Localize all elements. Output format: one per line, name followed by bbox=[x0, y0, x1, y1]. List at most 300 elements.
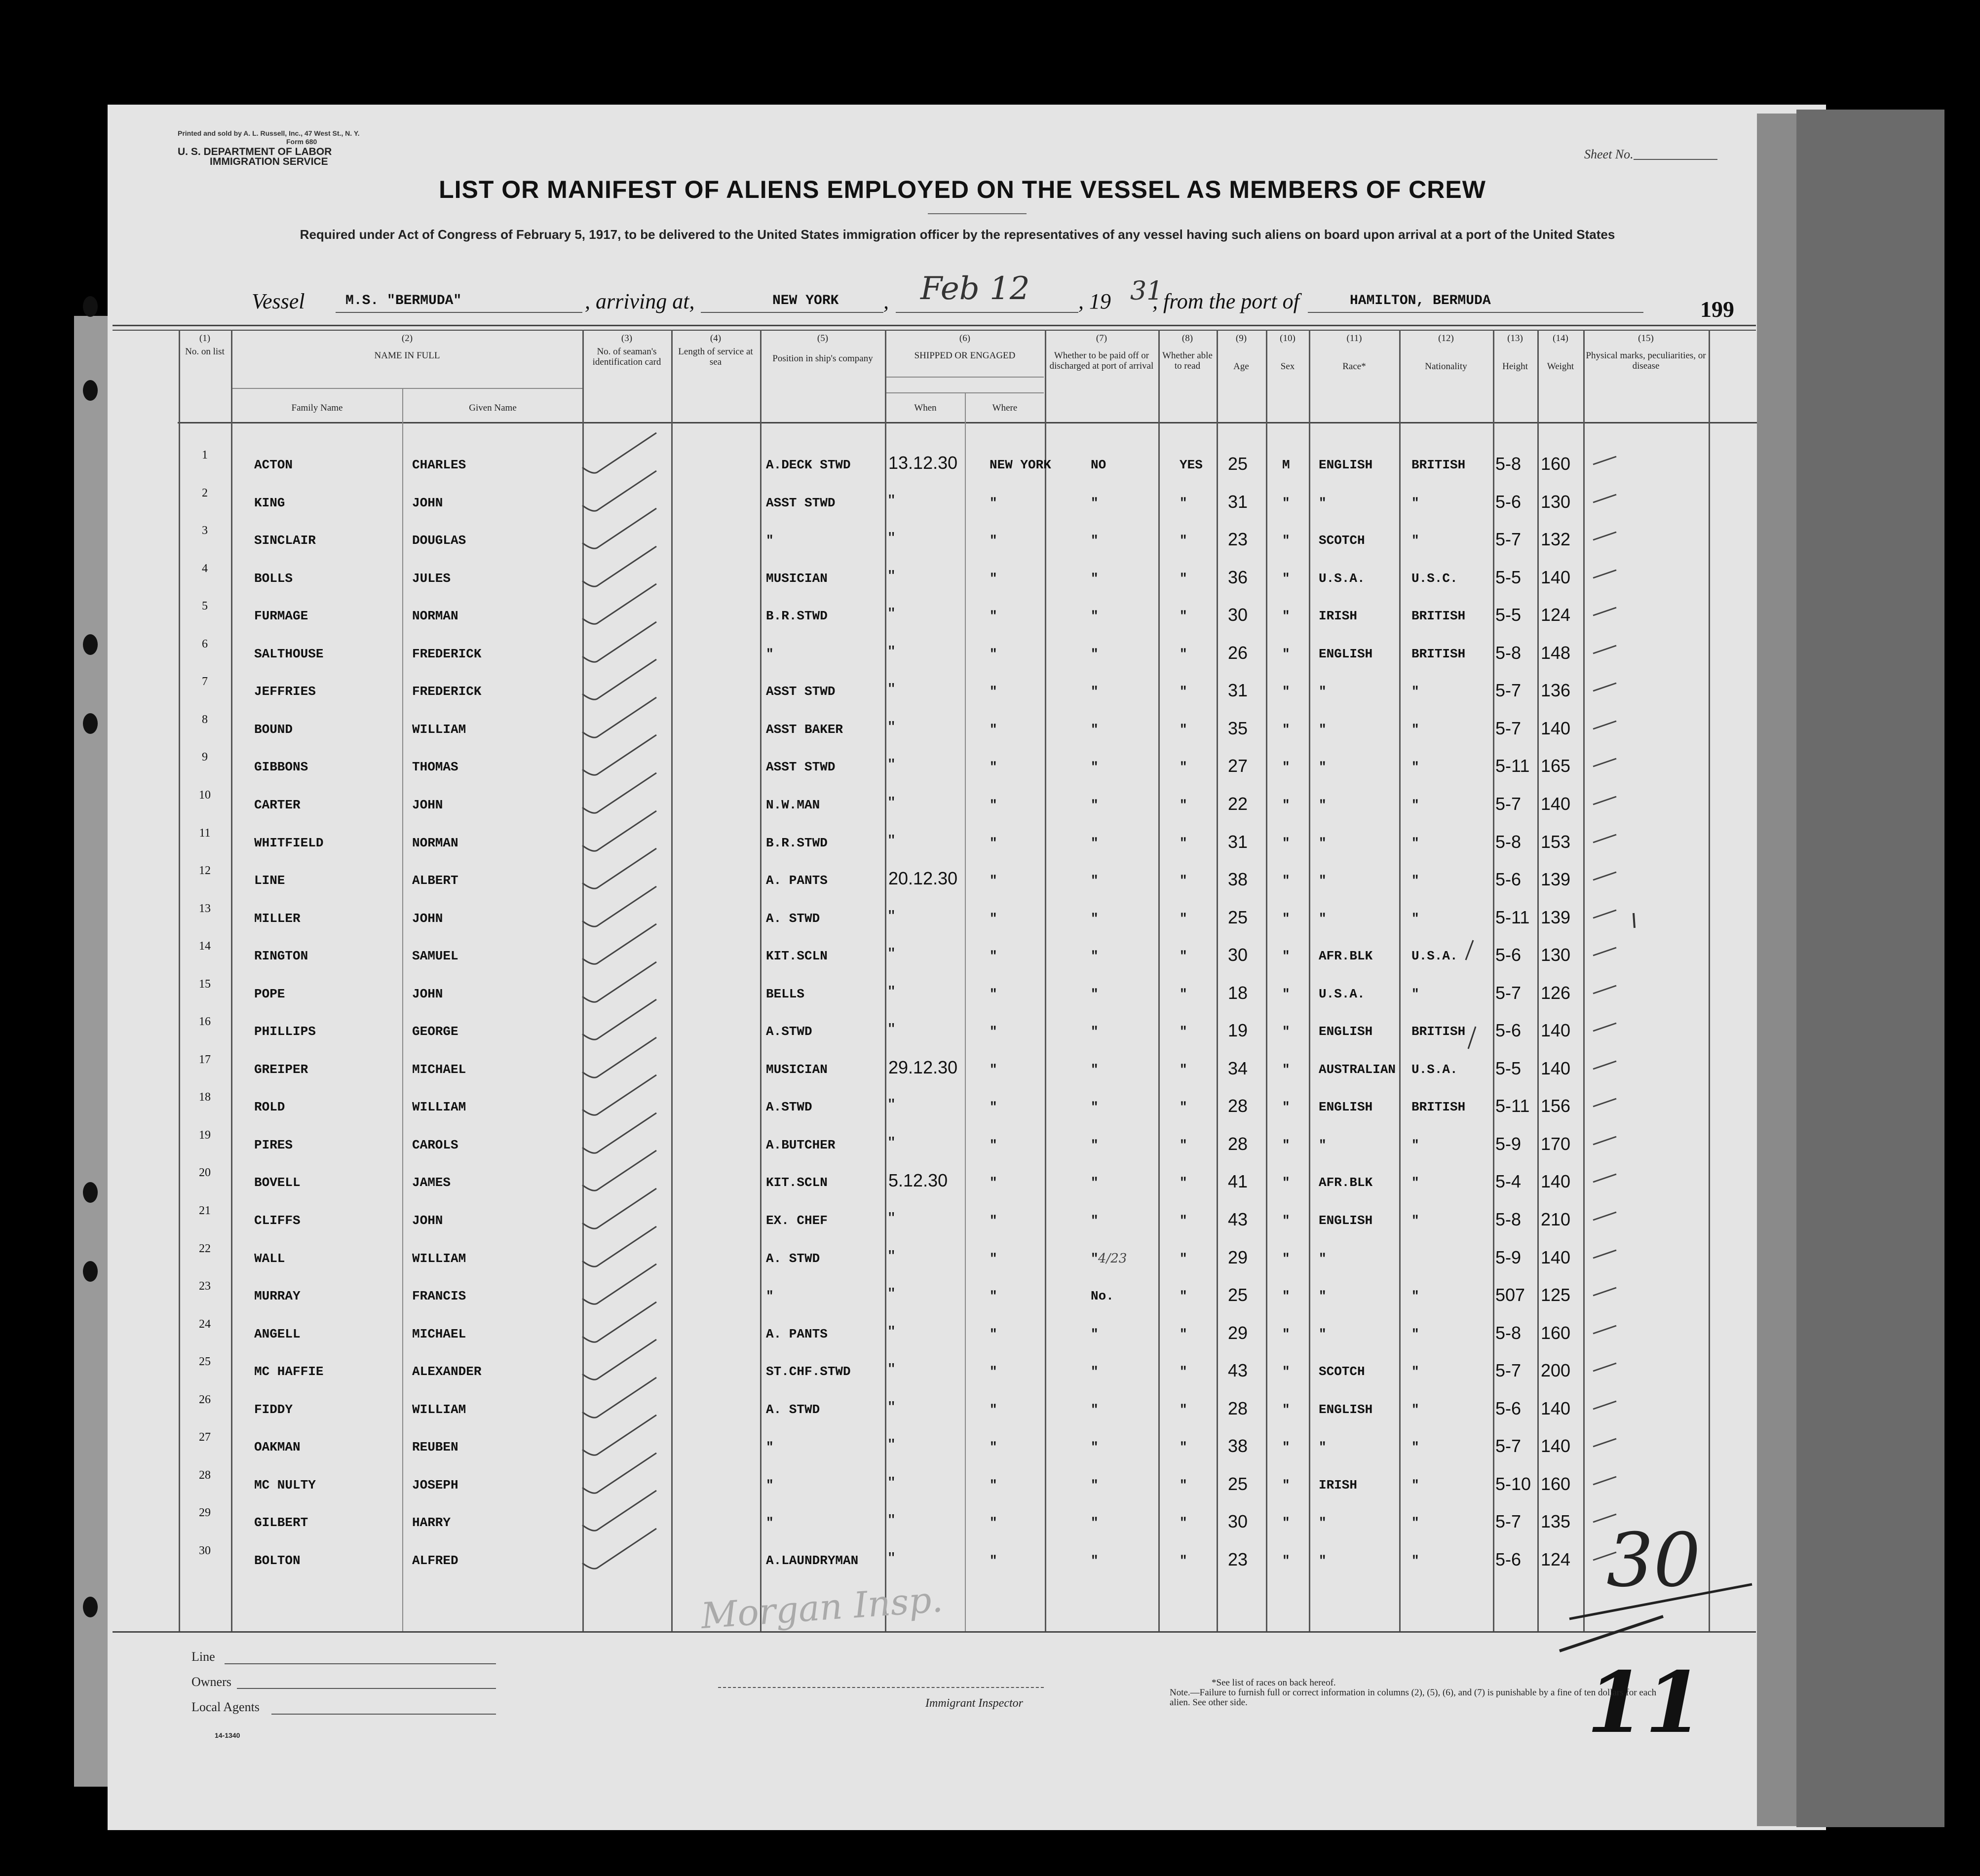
cell-height: 5-6 bbox=[1495, 1398, 1522, 1418]
cell-nationality: " bbox=[1411, 533, 1419, 548]
cell-when: 5.12.30 bbox=[888, 1170, 948, 1190]
cell-read: " bbox=[1180, 533, 1187, 548]
cell-paid: " bbox=[1091, 911, 1099, 926]
cell-paid: " bbox=[1091, 1327, 1099, 1341]
cell-given: ALEXANDER bbox=[412, 1364, 482, 1379]
id-card-check-mark bbox=[582, 584, 656, 624]
cell-sex: " bbox=[1282, 1515, 1290, 1530]
row13-mark bbox=[1634, 913, 1635, 928]
cell-height: 5-11 bbox=[1495, 907, 1530, 927]
cell-position: A.BUTCHER bbox=[766, 1138, 836, 1152]
row22-paid-note: 4/23 bbox=[1098, 1251, 1127, 1266]
cell-read: " bbox=[1180, 1440, 1187, 1455]
cell-nationality: " bbox=[1411, 1175, 1419, 1190]
cell-height: 5-10 bbox=[1495, 1474, 1531, 1494]
cell-where: " bbox=[990, 1478, 997, 1493]
cell-age: 41 bbox=[1228, 1171, 1248, 1191]
cell-height: 5-9 bbox=[1495, 1247, 1522, 1267]
tally-stroke bbox=[1560, 1616, 1663, 1651]
physical-marks-dash bbox=[1593, 1174, 1616, 1182]
cell-position: ASST STWD bbox=[766, 760, 836, 774]
cell-weight: 126 bbox=[1541, 983, 1571, 1003]
cell-no: 21 bbox=[199, 1204, 211, 1217]
cell-weight: 124 bbox=[1541, 605, 1571, 625]
physical-marks-dash bbox=[1593, 1137, 1616, 1145]
cell-no: 6 bbox=[202, 638, 208, 651]
cell-no: 28 bbox=[199, 1469, 211, 1482]
cell-sex: " bbox=[1282, 1440, 1290, 1455]
cell-height: 5-8 bbox=[1495, 643, 1522, 663]
cell-race: " bbox=[1319, 1440, 1327, 1455]
cell-sex: " bbox=[1282, 760, 1290, 774]
cell-nationality: " bbox=[1411, 1478, 1419, 1493]
physical-marks-dash bbox=[1593, 1401, 1616, 1409]
cell-race: SCOTCH bbox=[1319, 533, 1365, 548]
cell-sex: M bbox=[1282, 458, 1290, 472]
cell-family: ACTON bbox=[254, 458, 293, 472]
cell-weight: 136 bbox=[1541, 680, 1571, 700]
col-header-height: (13) Height bbox=[1502, 333, 1528, 372]
cell-position: ASST BAKER bbox=[766, 722, 843, 737]
inspector-signature-line bbox=[718, 1687, 1044, 1688]
cell-where: " bbox=[990, 1175, 997, 1190]
cell-family: BOLLS bbox=[254, 571, 293, 586]
cell-paid: " bbox=[1091, 1213, 1099, 1228]
col-header-paid-off: (7) Whether to be paid off or discharged at port of arrival bbox=[1049, 333, 1154, 371]
cell-given: ALFRED bbox=[412, 1553, 458, 1568]
cell-nationality: BRITISH bbox=[1411, 1024, 1466, 1039]
cell-family: SALTHOUSE bbox=[254, 647, 324, 661]
cell-family: KING bbox=[254, 496, 285, 510]
cell-age: 23 bbox=[1228, 1549, 1248, 1570]
cell-given: FRANCIS bbox=[412, 1289, 466, 1303]
cell-where: " bbox=[990, 1289, 997, 1303]
cell-family: GIBBONS bbox=[254, 760, 308, 774]
cell-race: ENGLISH bbox=[1319, 1213, 1373, 1228]
cell-when: " bbox=[888, 1284, 895, 1304]
cell-where: " bbox=[990, 1327, 997, 1341]
cell-sex: " bbox=[1282, 722, 1290, 737]
cell-given: WILLIAM bbox=[412, 722, 466, 737]
col-header-position: (5) Position in ship's company bbox=[772, 333, 873, 364]
cell-no: 26 bbox=[199, 1393, 211, 1406]
cell-height: 5-5 bbox=[1495, 567, 1522, 587]
cell-weight: 140 bbox=[1541, 718, 1571, 738]
cell-position: A. STWD bbox=[766, 911, 820, 926]
cell-given: WILLIAM bbox=[412, 1251, 466, 1266]
cell-family: GREIPER bbox=[254, 1062, 308, 1077]
cell-when: " bbox=[888, 1397, 895, 1417]
id-card-check-mark bbox=[582, 1188, 656, 1228]
tally-handwritten: 11 bbox=[1587, 1653, 1704, 1752]
cell-given: FREDERICK bbox=[412, 684, 482, 699]
id-card-check-mark bbox=[582, 1037, 656, 1077]
cell-family: ANGELL bbox=[254, 1327, 301, 1341]
physical-marks-dash bbox=[1593, 1439, 1616, 1447]
id-card-check-mark bbox=[582, 1150, 656, 1190]
cell-nationality: " bbox=[1411, 1553, 1419, 1568]
arrival-date-handwritten: Feb 12 bbox=[920, 270, 1030, 307]
cell-position: " bbox=[766, 1478, 774, 1493]
cell-no: 16 bbox=[199, 1015, 211, 1028]
physical-marks-dash bbox=[1593, 1250, 1616, 1258]
cell-age: 19 bbox=[1228, 1020, 1248, 1040]
cell-position: " bbox=[766, 533, 774, 548]
cell-height: 5-6 bbox=[1495, 1020, 1522, 1040]
cell-race: " bbox=[1319, 798, 1327, 812]
cell-nationality: U.S.C. bbox=[1411, 571, 1458, 586]
cell-height: 5-6 bbox=[1495, 869, 1522, 889]
cell-family: FIDDY bbox=[254, 1402, 293, 1417]
cell-where: " bbox=[990, 987, 997, 1001]
physical-marks-dash bbox=[1593, 721, 1616, 729]
cell-height: 5-7 bbox=[1495, 794, 1522, 814]
cell-age: 30 bbox=[1228, 605, 1248, 625]
physical-marks-dash bbox=[1593, 646, 1616, 653]
cell-race: " bbox=[1319, 1138, 1327, 1152]
id-card-check-mark bbox=[582, 1415, 656, 1455]
cell-family: LINE bbox=[254, 873, 285, 888]
cell-height: 5-7 bbox=[1495, 718, 1522, 738]
cell-age: 25 bbox=[1228, 907, 1248, 927]
physical-marks-dash bbox=[1593, 1477, 1616, 1485]
cell-family: OAKMAN bbox=[254, 1440, 301, 1455]
physical-marks-dash bbox=[1593, 1099, 1616, 1107]
cell-when: " bbox=[888, 1435, 895, 1455]
id-card-check-mark bbox=[582, 811, 656, 851]
cell-height: 507 bbox=[1495, 1285, 1525, 1305]
cell-given: NORMAN bbox=[412, 836, 458, 850]
cell-no: 25 bbox=[199, 1355, 211, 1368]
cell-age: 23 bbox=[1228, 529, 1248, 549]
cell-nationality: " bbox=[1411, 987, 1419, 1001]
physical-marks-dash bbox=[1593, 1023, 1616, 1031]
cell-nationality: " bbox=[1411, 911, 1419, 926]
id-card-check-mark bbox=[582, 1264, 656, 1304]
col-header-nationality: (12) Nationality bbox=[1425, 333, 1467, 372]
cell-age: 25 bbox=[1228, 454, 1248, 474]
cell-given: DOUGLAS bbox=[412, 533, 466, 548]
cell-race: " bbox=[1319, 873, 1327, 888]
cell-race: " bbox=[1319, 1515, 1327, 1530]
cell-no: 24 bbox=[199, 1318, 211, 1331]
cell-no: 9 bbox=[202, 751, 208, 764]
cell-where: " bbox=[990, 1515, 997, 1530]
cell-given: SAMUEL bbox=[412, 949, 458, 963]
col-header-shipped: (6) SHIPPED OR ENGAGED bbox=[914, 333, 1016, 361]
cell-position: BELLS bbox=[766, 987, 805, 1001]
cell-position: ST.CHF.STWD bbox=[766, 1364, 851, 1379]
cell-read: " bbox=[1180, 760, 1187, 774]
cell-race: " bbox=[1319, 1289, 1327, 1303]
cell-position: " bbox=[766, 647, 774, 661]
cell-given: CHARLES bbox=[412, 458, 466, 472]
cell-where: " bbox=[990, 496, 997, 510]
id-card-check-mark bbox=[582, 886, 656, 926]
col-header-age: (9) Age bbox=[1233, 333, 1249, 372]
cell-nationality: " bbox=[1411, 1364, 1419, 1379]
cell-no: 10 bbox=[199, 789, 211, 802]
cell-weight: 140 bbox=[1541, 794, 1571, 814]
col-header-name: (2) NAME IN FULL bbox=[374, 333, 440, 361]
cell-nationality: " bbox=[1411, 760, 1419, 774]
cell-sex: " bbox=[1282, 987, 1290, 1001]
physical-marks-dash bbox=[1593, 872, 1616, 880]
cell-where: " bbox=[990, 1440, 997, 1455]
cell-sex: " bbox=[1282, 1138, 1290, 1152]
cell-read: " bbox=[1180, 1251, 1187, 1266]
cell-position: A.STWD bbox=[766, 1100, 812, 1114]
cell-where: " bbox=[990, 1138, 997, 1152]
cell-given: GEORGE bbox=[412, 1024, 458, 1039]
printer-imprint: Printed and sold by A. L. Russell, Inc., 47 West St., N. Y. Form 680 bbox=[178, 129, 360, 146]
cell-paid: " bbox=[1091, 1062, 1099, 1077]
cell-race: IRISH bbox=[1319, 609, 1358, 623]
cell-when: " bbox=[888, 1095, 895, 1115]
cell-when: " bbox=[888, 1359, 895, 1379]
cell-sex: " bbox=[1282, 496, 1290, 510]
cell-when: 20.12.30 bbox=[888, 868, 958, 888]
cell-read: " bbox=[1180, 496, 1187, 510]
cell-sex: " bbox=[1282, 1251, 1290, 1266]
cell-weight: 140 bbox=[1541, 1247, 1571, 1267]
cell-sex: " bbox=[1282, 1213, 1290, 1228]
cell-given: CAROLS bbox=[412, 1138, 458, 1152]
cell-sex: " bbox=[1282, 1364, 1290, 1379]
cell-sex: " bbox=[1282, 571, 1290, 586]
col-header-weight: (14) Weight bbox=[1547, 333, 1574, 372]
cell-paid: " bbox=[1091, 1402, 1099, 1417]
cell-race: ENGLISH bbox=[1319, 458, 1373, 472]
cell-no: 18 bbox=[199, 1091, 211, 1104]
cell-weight: 160 bbox=[1541, 1474, 1571, 1494]
cell-height: 5-6 bbox=[1495, 1549, 1522, 1570]
cell-nationality: U.S.A. bbox=[1411, 1062, 1458, 1077]
cell-height: 5-7 bbox=[1495, 983, 1522, 1003]
cell-height: 5-7 bbox=[1495, 529, 1522, 549]
cell-age: 30 bbox=[1228, 1511, 1248, 1531]
col-header-id-card: (3) No. of seaman's identification card bbox=[592, 333, 661, 367]
cell-nationality: U.S.A. bbox=[1411, 949, 1458, 963]
inspector-label: Immigrant Inspector bbox=[925, 1697, 1023, 1710]
col-subheader-where: Where bbox=[992, 403, 1018, 413]
cell-nationality: BRITISH bbox=[1411, 647, 1466, 661]
cell-position: ASST STWD bbox=[766, 684, 836, 699]
cell-position: KIT.SCLN bbox=[766, 1175, 828, 1190]
id-card-check-mark bbox=[582, 773, 656, 813]
cell-nationality: " bbox=[1411, 496, 1419, 510]
col-header-service: (4) Length of service at sea bbox=[678, 333, 753, 367]
cell-paid: " bbox=[1091, 1440, 1099, 1455]
cell-paid: " bbox=[1091, 684, 1099, 699]
cell-weight: 210 bbox=[1541, 1209, 1571, 1229]
cell-where: " bbox=[990, 798, 997, 812]
cell-weight: 148 bbox=[1541, 643, 1571, 663]
cell-weight: 160 bbox=[1541, 1323, 1571, 1343]
cell-no: 11 bbox=[199, 827, 211, 840]
cell-family: MC HAFFIE bbox=[254, 1364, 324, 1379]
cell-read: " bbox=[1180, 1327, 1187, 1341]
cell-weight: 140 bbox=[1541, 567, 1571, 587]
cell-when: " bbox=[888, 831, 895, 851]
cell-when: " bbox=[888, 755, 895, 775]
cell-read: " bbox=[1180, 571, 1187, 586]
cell-nationality: " bbox=[1411, 1515, 1419, 1530]
cell-family: MILLER bbox=[254, 911, 301, 926]
cell-paid: " bbox=[1091, 609, 1099, 623]
manifest-title: LIST OR MANIFEST OF ALIENS EMPLOYED ON THE VESSEL AS MEMBERS OF CREW bbox=[439, 176, 1486, 203]
cell-where: " bbox=[990, 1553, 997, 1568]
departure-port: HAMILTON, BERMUDA bbox=[1350, 293, 1491, 308]
cell-given: JAMES bbox=[412, 1175, 451, 1190]
check-marks bbox=[582, 433, 1616, 1569]
cell-nationality: " bbox=[1411, 1440, 1419, 1455]
cell-race: ENGLISH bbox=[1319, 1100, 1373, 1114]
cell-weight: 140 bbox=[1541, 1171, 1571, 1191]
cell-family: POPE bbox=[254, 987, 285, 1001]
cell-age: 38 bbox=[1228, 1436, 1248, 1456]
cell-family: PIRES bbox=[254, 1138, 293, 1152]
cell-position: MUSICIAN bbox=[766, 1062, 828, 1077]
physical-marks-dash bbox=[1593, 457, 1616, 464]
cell-position: " bbox=[766, 1440, 774, 1455]
cell-weight: 165 bbox=[1541, 756, 1571, 776]
cell-race: ENGLISH bbox=[1319, 1402, 1373, 1417]
physical-marks-dash bbox=[1593, 532, 1616, 540]
cell-height: 5-7 bbox=[1495, 1511, 1522, 1531]
cell-race: " bbox=[1319, 836, 1327, 850]
cell-when: " bbox=[888, 566, 895, 586]
cell-height: 5-9 bbox=[1495, 1134, 1522, 1154]
cell-age: 25 bbox=[1228, 1474, 1248, 1494]
cell-where: " bbox=[990, 760, 997, 774]
cell-sex: " bbox=[1282, 609, 1290, 623]
cell-nationality: " bbox=[1411, 1213, 1419, 1228]
cell-no: 19 bbox=[199, 1129, 211, 1142]
cell-when: " bbox=[888, 1510, 895, 1531]
cell-height: 5-6 bbox=[1495, 492, 1522, 512]
cell-no: 30 bbox=[199, 1544, 211, 1557]
cell-family: FURMAGE bbox=[254, 609, 308, 623]
cell-where: " bbox=[990, 1213, 997, 1228]
cell-no: 1 bbox=[202, 449, 208, 461]
cell-age: 28 bbox=[1228, 1134, 1248, 1154]
cell-paid: " bbox=[1091, 836, 1099, 850]
cell-height: 5-8 bbox=[1495, 1209, 1522, 1229]
cell-weight: 140 bbox=[1541, 1398, 1571, 1418]
cell-when: " bbox=[888, 1322, 895, 1342]
cell-read: " bbox=[1180, 836, 1187, 850]
cell-race: " bbox=[1319, 496, 1327, 510]
cell-sex: " bbox=[1282, 1175, 1290, 1190]
total-handwritten: 30 bbox=[1606, 1518, 1701, 1604]
cell-race: " bbox=[1319, 684, 1327, 699]
cell-position: ASST STWD bbox=[766, 496, 836, 510]
cell-height: 5-7 bbox=[1495, 1436, 1522, 1456]
id-card-check-mark bbox=[582, 1340, 656, 1379]
cell-given: JOHN bbox=[412, 987, 443, 1001]
owners-label: Owners bbox=[191, 1675, 231, 1689]
col-header-sex: (10) Sex bbox=[1280, 333, 1295, 372]
cell-sex: " bbox=[1282, 1062, 1290, 1077]
id-card-check-mark bbox=[582, 1075, 656, 1115]
cell-sex: " bbox=[1282, 949, 1290, 963]
cell-when: 29.12.30 bbox=[888, 1057, 958, 1077]
cell-given: JOSEPH bbox=[412, 1478, 458, 1493]
cell-family: SINCLAIR bbox=[254, 533, 316, 548]
cell-position: KIT.SCLN bbox=[766, 949, 828, 963]
cell-weight: 130 bbox=[1541, 492, 1571, 512]
id-card-check-mark bbox=[582, 508, 656, 548]
cell-nationality: BRITISH bbox=[1411, 458, 1466, 472]
row14-mark bbox=[1466, 940, 1473, 960]
cell-paid: " bbox=[1091, 533, 1099, 548]
cell-weight: 140 bbox=[1541, 1436, 1571, 1456]
physical-marks-dash bbox=[1593, 986, 1616, 994]
cell-paid: " bbox=[1091, 1024, 1099, 1039]
cell-no: 15 bbox=[199, 978, 211, 991]
cell-no: 14 bbox=[199, 940, 211, 953]
arrival-port: NEW YORK bbox=[772, 293, 839, 308]
cell-nationality: " bbox=[1411, 1402, 1419, 1417]
cell-read: " bbox=[1180, 1138, 1187, 1152]
inspector-signature: Morgan Insp. bbox=[699, 1578, 944, 1637]
cell-nationality: " bbox=[1411, 1289, 1419, 1303]
cell-age: 43 bbox=[1228, 1209, 1248, 1229]
cell-weight: 153 bbox=[1541, 832, 1571, 852]
cell-sex: " bbox=[1282, 836, 1290, 850]
cell-position: A.DECK STWD bbox=[766, 458, 851, 472]
cell-position: B.R.STWD bbox=[766, 609, 828, 623]
cell-height: 5-11 bbox=[1495, 756, 1530, 776]
cell-height: 5-7 bbox=[1495, 680, 1522, 700]
cell-position: A. STWD bbox=[766, 1402, 820, 1417]
date-comma: , bbox=[883, 289, 889, 313]
cell-position: MUSICIAN bbox=[766, 571, 828, 586]
requirement-text: Required under Act of Congress of February 5, 1917, to be delivered to the United States immigration officer by the representatives of any vessel having such aliens on board upon arrival at a port of the United States bbox=[300, 227, 1615, 242]
cell-race: " bbox=[1319, 760, 1327, 774]
cell-sex: " bbox=[1282, 533, 1290, 548]
cell-race: U.S.A. bbox=[1319, 571, 1365, 586]
year-handwritten: 31 bbox=[1130, 276, 1163, 306]
cell-race: U.S.A. bbox=[1319, 987, 1365, 1001]
cell-race: " bbox=[1319, 1553, 1327, 1568]
cell-family: ROLD bbox=[254, 1100, 285, 1114]
cell-where: " bbox=[990, 1024, 997, 1039]
cell-age: 18 bbox=[1228, 983, 1248, 1003]
cell-family: CARTER bbox=[254, 798, 301, 812]
physical-marks-dash bbox=[1593, 1363, 1616, 1371]
cell-given: HARRY bbox=[412, 1515, 451, 1530]
cell-paid: " bbox=[1091, 1138, 1099, 1152]
physical-marks-dash bbox=[1593, 1061, 1616, 1069]
cell-where: " bbox=[990, 684, 997, 699]
cell-paid: " bbox=[1091, 1100, 1099, 1114]
cell-where: " bbox=[990, 911, 997, 926]
row4-mark bbox=[1468, 1027, 1476, 1049]
cell-when: " bbox=[888, 491, 895, 511]
cell-no: 22 bbox=[199, 1242, 211, 1255]
cell-height: 5-11 bbox=[1495, 1096, 1530, 1116]
cell-given: JULES bbox=[412, 571, 451, 586]
id-card-check-mark bbox=[582, 546, 656, 586]
cell-age: 35 bbox=[1228, 718, 1248, 738]
cell-where: " bbox=[990, 722, 997, 737]
cell-sex: " bbox=[1282, 1402, 1290, 1417]
fill-line bbox=[225, 1663, 496, 1664]
cell-family: BOVELL bbox=[254, 1175, 301, 1190]
cell-nationality: " bbox=[1411, 1138, 1419, 1152]
